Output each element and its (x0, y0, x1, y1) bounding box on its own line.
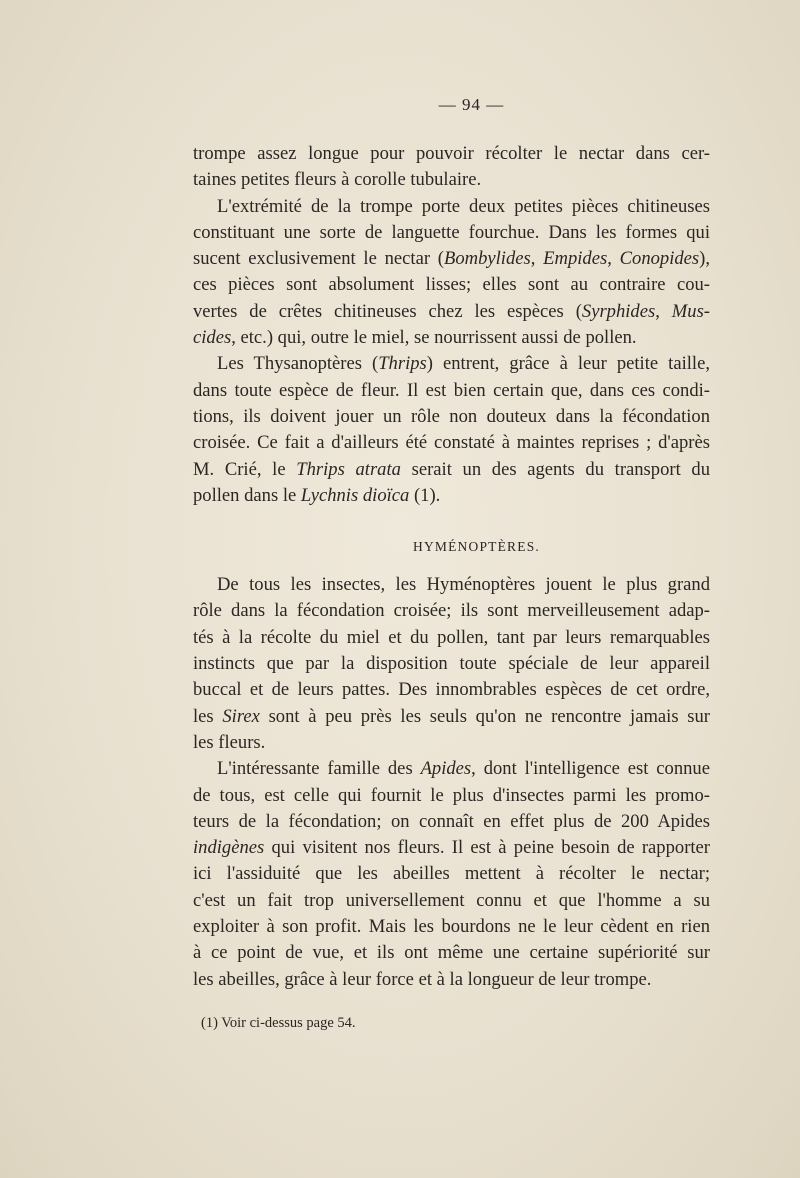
text-line: De tous les insectes, les Hyménoptères jouent le plus grand (217, 574, 710, 596)
page-number: — 94 — (438, 95, 505, 114)
text-line: cides, etc.) qui, outre le miel, se nourrissent aussi de pollen. (193, 327, 637, 349)
text-line: ici l'assiduité que les abeilles mettent à récolter le nectar; (193, 863, 710, 885)
text-line: dans toute espèce de fleur. Il est bien certain que, dans ces condi- (193, 379, 710, 401)
text-line: taines petites fleurs à corolle tubulaire. (193, 169, 482, 191)
text-line: tés à la récolte du miel et du pollen, tant par leurs remarquables (193, 626, 710, 648)
text-line: rôle dans la fécondation croisée; ils sont merveilleusement adap- (193, 600, 710, 622)
book-page (193, 95, 710, 1032)
paragraph-apides (193, 756, 710, 993)
taxon-name: Thrips (378, 353, 427, 375)
taxon-name: Sirex (222, 705, 260, 727)
text-line: de tous, est celle qui fournit le plus d'insectes parmi les promo- (193, 784, 710, 806)
text-line: vertes de crêtes chitineuses chez les espèces (Syrphides, Mus- (193, 300, 710, 322)
taxon-name: Thrips atrata (296, 458, 401, 480)
text-line: ces pièces sont absolument lisses; elles sont au contraire cou- (193, 274, 710, 296)
taxon-name: Bombylides (443, 248, 531, 270)
text-line: L'extrémité de la trompe porte deux petites pièces chitineuses (217, 195, 710, 217)
text-line: les abeilles, grâce à leur force et à la longueur de leur trompe. (193, 968, 652, 990)
text-line: trompe assez longue pour pouvoir récolter le nectar dans cer- (193, 143, 710, 164)
text-line: buccal et de leurs pattes. Des innombrables espèces de cet ordre, (193, 679, 710, 701)
text-line: croisée. Ce fait a d'ailleurs été constaté à maintes reprises ; d'après (193, 432, 710, 454)
text-line: constituant une sorte de languette fourchue. Dans les formes qui (193, 221, 710, 243)
paragraph-trompe (193, 141, 710, 194)
text-line: indigènes qui visitent nos fleurs. Il est à peine besoin de rapporter (193, 837, 710, 859)
emphasis: indigènes (193, 837, 265, 859)
taxon-name: Lychnis dioïca (300, 484, 410, 506)
text-line: c'est un fait trop universellement connu et que l'homme a su (193, 889, 710, 911)
text-line: M. Crié, le Thrips atrata serait un des agents du transport du (193, 458, 711, 480)
text-line: pollen dans le Lychnis dioïca (1). (193, 484, 441, 506)
taxon-name: Conopides (619, 248, 700, 270)
text-line: les Sirex sont à peu près les seuls qu'on ne rencontre jamais sur (193, 705, 710, 727)
text-line: instincts que par la disposition toute spéciale de leur appareil (193, 653, 710, 675)
taxon-name: Empides (543, 248, 608, 270)
text-line: L'intéressante famille des Apides, dont l'intelligence est connue (217, 758, 710, 780)
taxon-name: Apides (420, 758, 472, 780)
paragraph-extremite (193, 194, 710, 352)
text-line: Les Thysanoptères (Thrips) entrent, grâce à leur petite taille, (217, 353, 710, 375)
paragraph-thysanopteres (193, 351, 710, 509)
taxon-name: Mus- (671, 300, 710, 322)
text-line: tions, ils doivent jouer un rôle non douteux dans la fécondation (193, 405, 710, 427)
text-line: teurs de la fécondation; on connaît en effet plus de 200 Apides (193, 810, 710, 832)
footnote: (1) Voir ci-dessus page 54. (201, 1014, 356, 1031)
taxon-name: Syrphides (581, 300, 656, 322)
section-heading: HYMÉNOPTÈRES. (413, 539, 540, 555)
text-line: les fleurs. (193, 731, 266, 753)
paragraph-hymenopteres (193, 572, 710, 756)
text-line: sucent exclusivement le nectar (Bombylides, Empides, Conopides), (193, 248, 711, 270)
taxon-name: cides (193, 327, 232, 349)
text-line: à ce point de vue, et ils ont même une certaine supériorité sur (193, 942, 710, 964)
text-line: exploiter à son profit. Mais les bourdons ne le leur cèdent en rien (193, 916, 710, 938)
